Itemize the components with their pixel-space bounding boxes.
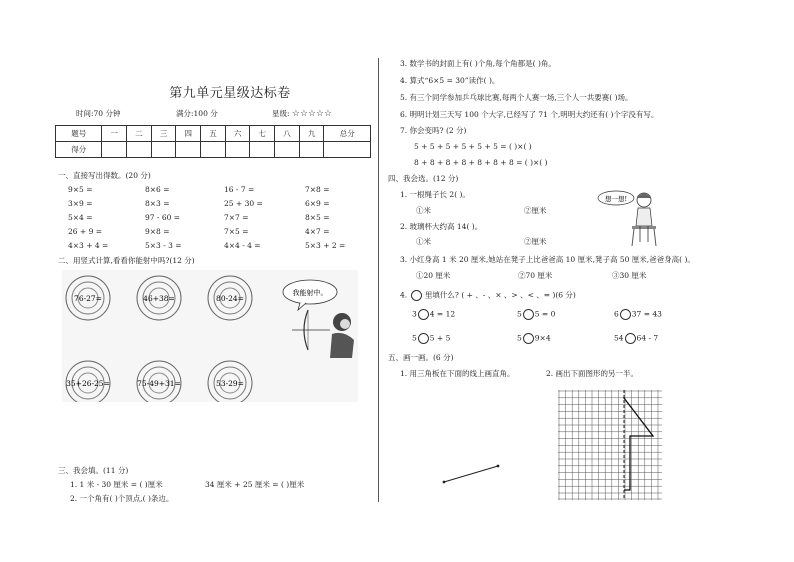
choice-option[interactable]: ①20 厘米 — [416, 271, 451, 280]
compare-right: 5 + 5 — [429, 333, 451, 343]
line-segment-figure[interactable] — [438, 462, 504, 488]
operator-circle-input[interactable] — [523, 333, 534, 344]
choice-question: 2. 玻璃杯大约高 14( )。 — [400, 222, 483, 231]
oral-calc-item: 5×3 + 2 = — [305, 241, 346, 250]
score-blank[interactable] — [299, 142, 324, 158]
choice-option[interactable]: ①米 — [416, 237, 431, 246]
fill-item: 7. 你会变吗? (2 分) — [400, 126, 467, 135]
archer-speech: 我能射中。 — [292, 289, 328, 297]
score-blank[interactable] — [127, 142, 152, 158]
oral-calc-item: 8×6 = — [145, 185, 170, 194]
score-blank[interactable] — [225, 142, 250, 158]
choice-question: 3. 小红身高 1 米 20 厘米,她站在凳子上比爸爸高 10 厘米,凳子高 50 厘米,爸爸身高( )。 — [400, 255, 695, 264]
oral-calc-item: 26 + 9 = — [68, 227, 103, 236]
operator-circle-input[interactable] — [418, 333, 429, 344]
operator-circle-input[interactable] — [625, 333, 636, 344]
page-title: 第九单元星级达标卷 — [169, 86, 291, 101]
score-cell: 总分 — [324, 126, 371, 142]
time-info: 时间:70 分钟 — [76, 109, 121, 118]
score-table-score-row — [56, 142, 371, 158]
choice-option[interactable]: ②厘米 — [524, 206, 547, 215]
targets-figure — [62, 270, 362, 402]
score-blank[interactable] — [324, 142, 371, 158]
compare-item — [614, 309, 662, 320]
score-cell: 一 — [102, 126, 127, 142]
girl-illustration — [596, 186, 662, 248]
score-cell: 八 — [275, 126, 300, 142]
score-cell: 二 — [127, 126, 152, 142]
oral-calc-item: 4×4 - 4 = — [224, 241, 261, 250]
oral-calc-item: 5×4 = — [68, 213, 93, 222]
oral-calc-item: 5×3 - 3 = — [145, 241, 182, 250]
oral-calc-item: 9×8 = — [145, 227, 170, 236]
oral-calc-item: 9×5 = — [68, 185, 93, 194]
compare-item — [614, 333, 658, 344]
star-icon: ☆ — [323, 109, 332, 119]
score-blank[interactable] — [250, 142, 275, 158]
score-blank[interactable] — [151, 142, 176, 158]
score-cell: 七 — [250, 126, 275, 142]
score-cell: 六 — [225, 126, 250, 142]
section2-title: 二、用竖式计算,看看你能射中吗?(12 分) — [58, 256, 195, 265]
score-table-header-row — [56, 126, 371, 142]
fill-item: 5. 有三个同学参加乒乓球比赛,每两个人赛一场,三个人一共要赛( )场。 — [400, 93, 633, 102]
section5-title: 五、画一画。(6 分) — [388, 353, 454, 362]
oral-calc-item: 3×9 = — [68, 199, 93, 208]
score-blank[interactable] — [201, 142, 226, 158]
oral-calc-item: 16 - 7 = — [224, 185, 255, 194]
compare-item — [412, 333, 450, 344]
oral-calc-item: 97 - 60 = — [145, 213, 181, 222]
q4-text: 里填什么? ( + 、- 、× 、> 、< 、= )(6 分) — [424, 290, 576, 300]
oral-calc-item: 25 + 30 = — [224, 199, 263, 208]
think-bubble-text: 想一想! — [604, 195, 628, 203]
choice-option[interactable]: ③30 厘米 — [612, 271, 647, 280]
oral-calc-item: 4×7 = — [305, 227, 330, 236]
oral-calc-item: 6×9 = — [305, 199, 330, 208]
q4-number: 4. — [400, 290, 408, 300]
target-expression: 46+38= — [143, 294, 175, 303]
oral-calc-item: 7×7 = — [224, 213, 249, 222]
star-icon: ☆ — [299, 109, 308, 119]
half-shape — [624, 397, 653, 490]
compare-right: 64 - 7 — [636, 333, 659, 343]
fill-item: 2. 一个角有( )个顶点,( )条边。 — [70, 494, 174, 503]
fill-item: 1. 1 米 - 30 厘米 = ( )厘米 — [70, 480, 163, 489]
compare-left: 5 — [517, 333, 522, 343]
choice-question: 1. 一根绳子长 2( )。 — [400, 190, 470, 199]
compare-right: 5 = 0 — [534, 309, 556, 319]
compare-instruction — [400, 290, 576, 301]
draw-question-1: 1. 用三角板在下面的线上画直角。 — [400, 369, 515, 378]
star-icon: ☆ — [291, 109, 300, 119]
compare-item — [412, 309, 455, 320]
compare-left: 5 — [412, 333, 417, 343]
operator-circle-input[interactable] — [620, 309, 631, 320]
star-icon: ☆ — [315, 109, 324, 119]
compare-right: 37 = 43 — [631, 309, 662, 319]
fill-item: 8 + 8 + 8 + 8 + 8 + 8 + 8 = ( )×( ) — [414, 158, 548, 167]
stars — [292, 109, 332, 118]
score-cell: 三 — [151, 126, 176, 142]
compare-left: 3 — [412, 309, 417, 319]
column-divider — [378, 58, 379, 502]
oral-calc-item: 8×3 = — [145, 199, 170, 208]
score-cell: 题号 — [56, 126, 102, 142]
star-label: 星级: — [272, 109, 290, 118]
compare-right: 4 = 12 — [429, 309, 456, 319]
compare-item — [517, 309, 555, 320]
target-expression: 80-24= — [216, 294, 244, 303]
score-cell: 九 — [299, 126, 324, 142]
target-expression: 75-49+31= — [137, 379, 181, 388]
fill-item: 5 + 5 + 5 + 5 + 5 + 5 = ( )×( ) — [414, 142, 532, 151]
operator-circle-input[interactable] — [418, 309, 429, 320]
oral-calc-item: 4×3 + 4 = — [68, 241, 109, 250]
score-blank[interactable] — [102, 142, 127, 158]
score-info: 满分:100 分 — [176, 109, 218, 118]
score-cell: 四 — [176, 126, 201, 142]
score-table — [55, 125, 371, 158]
fill-item: 3. 数学书的封面上有( )个角,每个角都是( )角。 — [400, 59, 556, 68]
choice-option[interactable]: ②厘米 — [524, 237, 547, 246]
section3-title: 三、我会填。(11 分) — [58, 466, 129, 475]
section1-title: 一、直接写出得数。(20 分) — [58, 171, 151, 180]
section4-title: 四、我会选。(12 分) — [388, 174, 459, 183]
score-cell: 五 — [201, 126, 226, 142]
compare-right: 9×4 — [534, 333, 551, 343]
fill-item: 34 厘米 + 25 厘米 = ( )厘米 — [205, 480, 305, 489]
star-icon: ☆ — [307, 109, 316, 119]
target-expression: 35+26-25= — [66, 379, 110, 388]
compare-left: 54 — [614, 333, 624, 343]
compare-item — [517, 333, 551, 344]
star-rating — [272, 110, 332, 119]
score-blank[interactable] — [176, 142, 201, 158]
score-blank[interactable] — [275, 142, 300, 158]
compare-left: 5 — [517, 309, 522, 319]
compare-left: 6 — [614, 309, 619, 319]
choice-option[interactable]: ①米 — [416, 206, 431, 215]
draw-question-2: 2. 画出下面图形的另一半。 — [546, 369, 639, 378]
operator-circle-input[interactable] — [523, 309, 534, 320]
symmetry-grid[interactable] — [558, 390, 662, 500]
choice-option[interactable]: ②70 厘米 — [518, 271, 553, 280]
score-cell: 得分 — [56, 142, 102, 158]
target-expression: 53-29= — [216, 379, 244, 388]
circle-blank-icon — [411, 290, 422, 301]
target-expression: 76-27= — [74, 294, 102, 303]
oral-calc-item: 7×5 = — [224, 227, 249, 236]
fill-item: 4. 算式“6×5 = 30”读作( )。 — [400, 76, 500, 85]
oral-calc-item: 8×5 = — [305, 213, 330, 222]
fill-item: 6. 明明计划三天写 100 个大字,已经写了 71 个,明明大约还有( )个字没有写。 — [400, 110, 659, 119]
oral-calc-item: 7×8 = — [305, 185, 330, 194]
